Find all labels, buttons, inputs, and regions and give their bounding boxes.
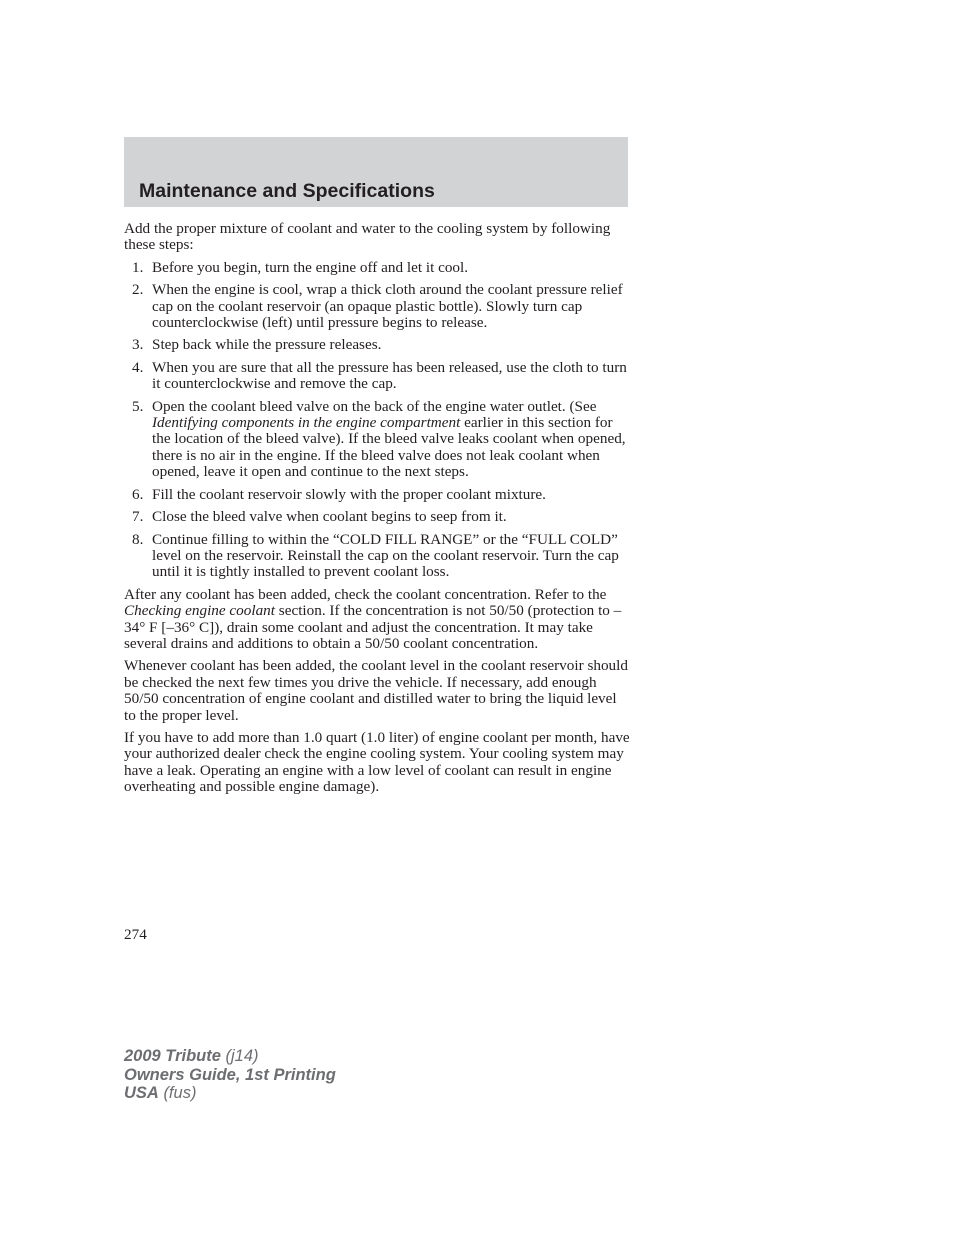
list-item (124, 399, 630, 481)
step-number: 1. (132, 258, 144, 276)
step-text (152, 399, 630, 481)
footer-model: 2009 Tribute (124, 1047, 221, 1065)
footer-edition: Owners Guide, 1st Printing (124, 1065, 336, 1084)
footer-line (124, 1066, 336, 1085)
list-item (124, 282, 630, 331)
concentration-paragraph (124, 587, 630, 653)
step-text-end: earlier in this section for the location of the bleed valve). If the bleed valve leaks coolant when opened, there is no air in the engine. If the bleed valve does not leak coolant when opened, leave it open and continue to the next steps. (152, 414, 626, 481)
footer-market-code: (fus) (163, 1084, 197, 1102)
footer-model-code: (j14) (225, 1047, 259, 1065)
coolant-level-paragraph: Whenever coolant has been added, the coolant level in the coolant reservoir should be checked the next few times you drive the vehicle. If necessary, add enough 50/50 concentration of engine coolant and distilled water to bring the liquid level to the proper level. (124, 657, 628, 724)
list-item (124, 360, 630, 393)
step-number: 6. (132, 485, 144, 503)
document-footer (124, 1047, 336, 1103)
step-number: 2. (132, 281, 144, 299)
section-header-band (124, 137, 628, 207)
footer-line (124, 1084, 336, 1103)
step-text-start: Open the coolant bleed valve on the back of the engine water outlet. (See (152, 397, 597, 415)
step-number: 3. (132, 336, 144, 354)
section-title: Maintenance and Specifications (139, 179, 435, 202)
step-text: When you are sure that all the pressure has been released, use the cloth to turn it counterclockwise and remove the cap. (152, 358, 627, 393)
paragraph-text-end: section. If the concentration is not 50/50 (protection to –34° F [–36° C]), drain some coolant and adjust the concentration. It may take several drains and additions to obtain a 50/50 coolant concentration. (124, 602, 622, 652)
paragraph-text-start: After any coolant has been added, check the coolant concentration. Refer to the (124, 585, 607, 603)
list-item (124, 260, 630, 276)
step-text: Continue filling to within the “COLD FILL RANGE” or the “FULL COLD” level on the reservoir. Reinstall the cap on the coolant reservoir. Turn the cap until it is tightly installed to prevent coolant loss. (152, 530, 619, 581)
step-text: Step back while the pressure releases. (152, 336, 382, 354)
step-number: 8. (132, 530, 144, 548)
list-item (124, 532, 630, 581)
step-text: Fill the coolant reservoir slowly with the proper coolant mixture. (152, 485, 546, 503)
list-item (124, 337, 630, 353)
step-number: 5. (132, 397, 144, 415)
intro-paragraph: Add the proper mixture of coolant and water to the cooling system by following these steps: (124, 220, 611, 254)
list-item (124, 487, 630, 503)
footer-market: USA (124, 1084, 159, 1102)
step-text: Before you begin, turn the engine off and let it cool. (152, 258, 469, 276)
cross-reference-italic: Checking engine coolant (124, 602, 275, 620)
step-text: When the engine is cool, wrap a thick cloth around the coolant pressure relief cap on the coolant reservoir (an opaque plastic bottle). Slowly turn cap counterclockwise (left) until pressure begins to release. (152, 281, 623, 332)
page-number: 274 (124, 926, 147, 943)
leak-warning-paragraph: If you have to add more than 1.0 quart (1.0 liter) of engine coolant per month, have your authorized dealer check the engine cooling system. Your cooling system may have a leak. Operating an engine with a low level of coolant can result in engine overheating and possible engine damage). (124, 728, 630, 796)
cross-reference-italic: Identifying components in the engine compartment (152, 414, 461, 432)
step-number: 7. (132, 508, 144, 526)
step-number: 4. (132, 358, 144, 376)
footer-line (124, 1047, 336, 1066)
page-content (124, 221, 630, 802)
step-text: Close the bleed valve when coolant begins to seep from it. (152, 508, 507, 526)
coolant-steps-list (124, 260, 630, 581)
list-item (124, 509, 630, 525)
